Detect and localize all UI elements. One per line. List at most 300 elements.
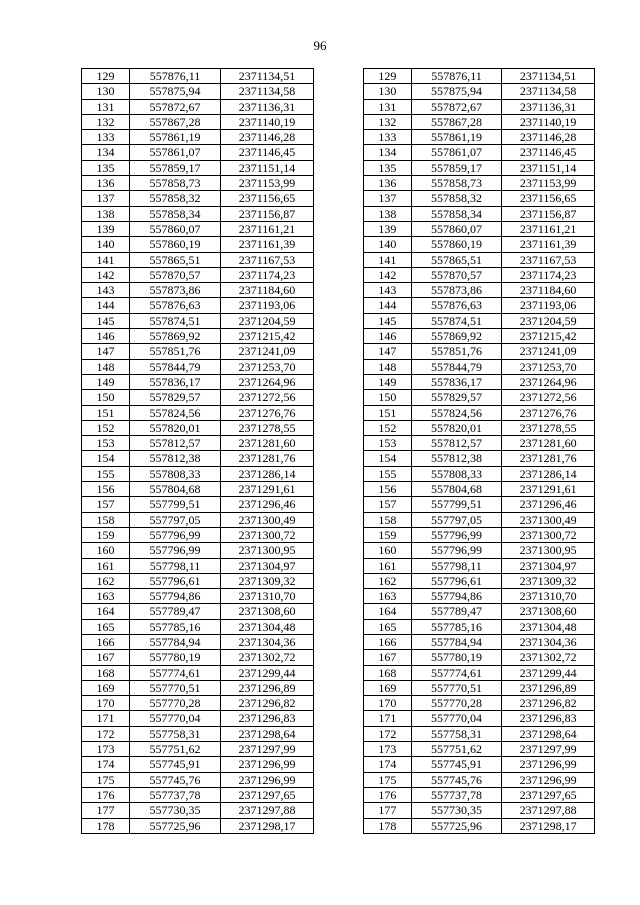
y-coordinate-cell: 2371304,36 <box>502 634 595 649</box>
y-coordinate-cell: 2371140,19 <box>221 114 314 129</box>
x-coordinate-cell: 557794,86 <box>130 589 221 604</box>
x-coordinate-cell: 557804,68 <box>130 482 221 497</box>
x-coordinate-cell: 557737,78 <box>130 787 221 802</box>
point-number-cell: 169 <box>82 680 130 695</box>
x-coordinate-cell: 557858,73 <box>411 176 502 191</box>
y-coordinate-cell: 2371156,65 <box>502 191 595 206</box>
table-row <box>364 696 595 711</box>
y-coordinate-cell: 2371297,99 <box>221 742 314 757</box>
point-number-cell: 146 <box>364 329 412 344</box>
y-coordinate-cell: 2371297,88 <box>221 803 314 818</box>
x-coordinate-cell: 557784,94 <box>130 634 221 649</box>
y-coordinate-cell: 2371140,19 <box>502 114 595 129</box>
table-row <box>82 634 314 649</box>
table-row <box>364 650 595 665</box>
x-coordinate-cell: 557820,01 <box>130 420 221 435</box>
x-coordinate-cell: 557770,04 <box>411 711 502 726</box>
y-coordinate-cell: 2371296,46 <box>502 497 595 512</box>
point-number-cell: 151 <box>364 405 412 420</box>
y-coordinate-cell: 2371296,83 <box>221 711 314 726</box>
table-row <box>82 757 314 772</box>
x-coordinate-cell: 557770,51 <box>411 680 502 695</box>
table-row <box>364 757 595 772</box>
table-row <box>364 298 595 313</box>
table-row <box>364 604 595 619</box>
table-row <box>364 145 595 160</box>
x-coordinate-cell: 557751,62 <box>411 742 502 757</box>
y-coordinate-cell: 2371286,14 <box>221 466 314 481</box>
point-number-cell: 176 <box>82 787 130 802</box>
x-coordinate-cell: 557725,96 <box>411 818 502 833</box>
table-row <box>364 558 595 573</box>
y-coordinate-cell: 2371215,42 <box>221 329 314 344</box>
x-coordinate-cell: 557745,76 <box>411 772 502 787</box>
y-coordinate-cell: 2371304,97 <box>502 558 595 573</box>
page-number: 96 <box>313 38 327 53</box>
x-coordinate-cell: 557829,57 <box>411 390 502 405</box>
table-row <box>82 145 314 160</box>
y-coordinate-cell: 2371297,88 <box>502 803 595 818</box>
point-number-cell: 137 <box>364 191 412 206</box>
table-row <box>82 344 314 359</box>
point-number-cell: 139 <box>82 221 130 236</box>
point-number-cell: 144 <box>82 298 130 313</box>
y-coordinate-cell: 2371193,06 <box>221 298 314 313</box>
table-row <box>364 803 595 818</box>
y-coordinate-cell: 2371134,58 <box>502 84 595 99</box>
point-number-cell: 147 <box>82 344 130 359</box>
x-coordinate-cell: 557859,17 <box>411 160 502 175</box>
x-coordinate-cell: 557876,63 <box>130 298 221 313</box>
table-row <box>364 512 595 527</box>
point-number-cell: 141 <box>82 252 130 267</box>
x-coordinate-cell: 557770,28 <box>130 696 221 711</box>
point-number-cell: 129 <box>364 69 412 84</box>
table-row <box>364 283 595 298</box>
x-coordinate-cell: 557784,94 <box>411 634 502 649</box>
table-row <box>82 191 314 206</box>
table-row <box>364 818 595 833</box>
y-coordinate-cell: 2371264,96 <box>221 374 314 389</box>
y-coordinate-cell: 2371146,45 <box>221 145 314 160</box>
y-coordinate-cell: 2371297,65 <box>221 787 314 802</box>
x-coordinate-cell: 557861,19 <box>411 130 502 145</box>
table-row <box>82 114 314 129</box>
x-coordinate-cell: 557796,99 <box>130 543 221 558</box>
y-coordinate-cell: 2371174,23 <box>221 267 314 282</box>
table-row <box>82 237 314 252</box>
point-number-cell: 178 <box>82 818 130 833</box>
x-coordinate-cell: 557870,57 <box>130 267 221 282</box>
coordinate-table-left <box>81 68 314 834</box>
point-number-cell: 157 <box>82 497 130 512</box>
point-number-cell: 138 <box>82 206 130 221</box>
x-coordinate-cell: 557867,28 <box>130 114 221 129</box>
point-number-cell: 134 <box>364 145 412 160</box>
table-row <box>364 726 595 741</box>
y-coordinate-cell: 2371297,65 <box>502 787 595 802</box>
y-coordinate-cell: 2371309,32 <box>502 573 595 588</box>
point-number-cell: 154 <box>364 451 412 466</box>
x-coordinate-cell: 557774,61 <box>130 665 221 680</box>
y-coordinate-cell: 2371300,49 <box>221 512 314 527</box>
coordinate-tables <box>81 68 595 836</box>
table-row <box>364 84 595 99</box>
x-coordinate-cell: 557796,99 <box>130 527 221 542</box>
y-coordinate-cell: 2371304,48 <box>502 619 595 634</box>
x-coordinate-cell: 557770,28 <box>411 696 502 711</box>
x-coordinate-cell: 557874,51 <box>411 313 502 328</box>
y-coordinate-cell: 2371296,99 <box>221 757 314 772</box>
y-coordinate-cell: 2371156,65 <box>221 191 314 206</box>
point-number-cell: 143 <box>82 283 130 298</box>
y-coordinate-cell: 2371241,09 <box>221 344 314 359</box>
table-row <box>364 711 595 726</box>
point-number-cell: 142 <box>364 267 412 282</box>
table-row <box>364 344 595 359</box>
x-coordinate-cell: 557836,17 <box>411 374 502 389</box>
table-row <box>82 420 314 435</box>
x-coordinate-cell: 557858,34 <box>130 206 221 221</box>
table-row <box>82 160 314 175</box>
x-coordinate-cell: 557824,56 <box>411 405 502 420</box>
y-coordinate-cell: 2371193,06 <box>502 298 595 313</box>
x-coordinate-cell: 557876,11 <box>130 69 221 84</box>
point-number-cell: 176 <box>364 787 412 802</box>
y-coordinate-cell: 2371298,64 <box>502 726 595 741</box>
point-number-cell: 157 <box>364 497 412 512</box>
y-coordinate-cell: 2371253,70 <box>502 359 595 374</box>
x-coordinate-cell: 557870,57 <box>411 267 502 282</box>
point-number-cell: 140 <box>364 237 412 252</box>
y-coordinate-cell: 2371215,42 <box>502 329 595 344</box>
y-coordinate-cell: 2371153,99 <box>502 176 595 191</box>
y-coordinate-cell: 2371299,44 <box>221 665 314 680</box>
table-row <box>82 772 314 787</box>
x-coordinate-cell: 557865,51 <box>130 252 221 267</box>
x-coordinate-cell: 557875,94 <box>130 84 221 99</box>
table-row <box>364 665 595 680</box>
point-number-cell: 144 <box>364 298 412 313</box>
point-number-cell: 148 <box>82 359 130 374</box>
point-number-cell: 158 <box>364 512 412 527</box>
y-coordinate-cell: 2371300,95 <box>502 543 595 558</box>
table-row <box>82 466 314 481</box>
table-row <box>364 390 595 405</box>
y-coordinate-cell: 2371296,83 <box>502 711 595 726</box>
y-coordinate-cell: 2371278,55 <box>502 420 595 435</box>
table-row <box>364 114 595 129</box>
table-row <box>364 69 595 84</box>
table-row <box>82 84 314 99</box>
table-row <box>364 680 595 695</box>
x-coordinate-cell: 557758,31 <box>411 726 502 741</box>
point-number-cell: 174 <box>364 757 412 772</box>
y-coordinate-cell: 2371146,45 <box>502 145 595 160</box>
point-number-cell: 151 <box>82 405 130 420</box>
x-coordinate-cell: 557872,67 <box>411 99 502 114</box>
x-coordinate-cell: 557737,78 <box>411 787 502 802</box>
x-coordinate-cell: 557745,91 <box>411 757 502 772</box>
point-number-cell: 141 <box>364 252 412 267</box>
y-coordinate-cell: 2371296,89 <box>502 680 595 695</box>
table-row <box>82 619 314 634</box>
x-coordinate-cell: 557804,68 <box>411 482 502 497</box>
y-coordinate-cell: 2371146,28 <box>502 130 595 145</box>
y-coordinate-cell: 2371298,17 <box>221 818 314 833</box>
x-coordinate-cell: 557770,51 <box>130 680 221 695</box>
y-coordinate-cell: 2371304,36 <box>221 634 314 649</box>
point-number-cell: 161 <box>82 558 130 573</box>
y-coordinate-cell: 2371296,82 <box>221 696 314 711</box>
point-number-cell: 159 <box>82 527 130 542</box>
point-number-cell: 152 <box>364 420 412 435</box>
point-number-cell: 159 <box>364 527 412 542</box>
y-coordinate-cell: 2371281,76 <box>502 451 595 466</box>
point-number-cell: 147 <box>364 344 412 359</box>
x-coordinate-cell: 557780,19 <box>411 650 502 665</box>
point-number-cell: 135 <box>82 160 130 175</box>
point-number-cell: 177 <box>82 803 130 818</box>
y-coordinate-cell: 2371296,99 <box>502 772 595 787</box>
x-coordinate-cell: 557789,47 <box>411 604 502 619</box>
y-coordinate-cell: 2371184,60 <box>502 283 595 298</box>
table-row <box>82 329 314 344</box>
point-number-cell: 170 <box>364 696 412 711</box>
point-number-cell: 161 <box>364 558 412 573</box>
x-coordinate-cell: 557812,38 <box>411 451 502 466</box>
point-number-cell: 178 <box>364 818 412 833</box>
table-row <box>364 191 595 206</box>
x-coordinate-cell: 557799,51 <box>130 497 221 512</box>
y-coordinate-cell: 2371296,99 <box>221 772 314 787</box>
table-row <box>364 420 595 435</box>
y-coordinate-cell: 2371310,70 <box>502 589 595 604</box>
y-coordinate-cell: 2371281,60 <box>502 436 595 451</box>
x-coordinate-cell: 557844,79 <box>130 359 221 374</box>
x-coordinate-cell: 557851,76 <box>130 344 221 359</box>
point-number-cell: 135 <box>364 160 412 175</box>
y-coordinate-cell: 2371136,31 <box>221 99 314 114</box>
table-row <box>82 252 314 267</box>
table-row <box>364 405 595 420</box>
x-coordinate-cell: 557858,73 <box>130 176 221 191</box>
x-coordinate-cell: 557797,05 <box>411 512 502 527</box>
table-row <box>82 221 314 236</box>
y-coordinate-cell: 2371296,89 <box>221 680 314 695</box>
point-number-cell: 139 <box>364 221 412 236</box>
y-coordinate-cell: 2371156,87 <box>221 206 314 221</box>
point-number-cell: 149 <box>82 374 130 389</box>
table-row <box>82 787 314 802</box>
y-coordinate-cell: 2371299,44 <box>502 665 595 680</box>
y-coordinate-cell: 2371308,60 <box>221 604 314 619</box>
x-coordinate-cell: 557758,31 <box>130 726 221 741</box>
y-coordinate-cell: 2371136,31 <box>502 99 595 114</box>
y-coordinate-cell: 2371286,14 <box>502 466 595 481</box>
table-row <box>364 543 595 558</box>
table-row <box>364 497 595 512</box>
point-number-cell: 150 <box>82 390 130 405</box>
x-coordinate-cell: 557798,11 <box>411 558 502 573</box>
x-coordinate-cell: 557860,07 <box>411 221 502 236</box>
table-row <box>364 451 595 466</box>
y-coordinate-cell: 2371253,70 <box>221 359 314 374</box>
x-coordinate-cell: 557751,62 <box>130 742 221 757</box>
y-coordinate-cell: 2371297,99 <box>502 742 595 757</box>
y-coordinate-cell: 2371302,72 <box>502 650 595 665</box>
y-coordinate-cell: 2371161,21 <box>221 221 314 236</box>
x-coordinate-cell: 557865,51 <box>411 252 502 267</box>
x-coordinate-cell: 557798,11 <box>130 558 221 573</box>
table-row <box>82 604 314 619</box>
x-coordinate-cell: 557829,57 <box>130 390 221 405</box>
table-row <box>82 69 314 84</box>
point-number-cell: 174 <box>82 757 130 772</box>
point-number-cell: 133 <box>364 130 412 145</box>
y-coordinate-cell: 2371300,72 <box>502 527 595 542</box>
x-coordinate-cell: 557725,96 <box>130 818 221 833</box>
point-number-cell: 145 <box>82 313 130 328</box>
point-number-cell: 164 <box>82 604 130 619</box>
table-row <box>364 787 595 802</box>
point-number-cell: 175 <box>364 772 412 787</box>
point-number-cell: 145 <box>364 313 412 328</box>
x-coordinate-cell: 557844,79 <box>411 359 502 374</box>
point-number-cell: 171 <box>82 711 130 726</box>
x-coordinate-cell: 557812,57 <box>130 436 221 451</box>
y-coordinate-cell: 2371156,87 <box>502 206 595 221</box>
table-row <box>82 803 314 818</box>
x-coordinate-cell: 557869,92 <box>130 329 221 344</box>
table-row <box>82 436 314 451</box>
point-number-cell: 162 <box>82 573 130 588</box>
x-coordinate-cell: 557820,01 <box>411 420 502 435</box>
point-number-cell: 149 <box>364 374 412 389</box>
x-coordinate-cell: 557796,99 <box>411 543 502 558</box>
x-coordinate-cell: 557796,99 <box>411 527 502 542</box>
table-row <box>82 589 314 604</box>
x-coordinate-cell: 557745,91 <box>130 757 221 772</box>
y-coordinate-cell: 2371278,55 <box>221 420 314 435</box>
point-number-cell: 136 <box>364 176 412 191</box>
point-number-cell: 132 <box>82 114 130 129</box>
table-row <box>82 482 314 497</box>
point-number-cell: 130 <box>364 84 412 99</box>
point-number-cell: 131 <box>82 99 130 114</box>
table-row <box>364 374 595 389</box>
y-coordinate-cell: 2371272,56 <box>221 390 314 405</box>
table-row <box>82 650 314 665</box>
point-number-cell: 167 <box>364 650 412 665</box>
table-row <box>82 711 314 726</box>
y-coordinate-cell: 2371304,48 <box>221 619 314 634</box>
x-coordinate-cell: 557861,07 <box>411 145 502 160</box>
table-row <box>82 206 314 221</box>
x-coordinate-cell: 557730,35 <box>411 803 502 818</box>
x-coordinate-cell: 557789,47 <box>130 604 221 619</box>
x-coordinate-cell: 557874,51 <box>130 313 221 328</box>
table-row <box>82 283 314 298</box>
y-coordinate-cell: 2371241,09 <box>502 344 595 359</box>
table-row <box>82 130 314 145</box>
y-coordinate-cell: 2371204,59 <box>221 313 314 328</box>
y-coordinate-cell: 2371134,51 <box>221 69 314 84</box>
table-row <box>364 99 595 114</box>
y-coordinate-cell: 2371304,97 <box>221 558 314 573</box>
point-number-cell: 156 <box>364 482 412 497</box>
table-row <box>364 206 595 221</box>
table-row <box>364 772 595 787</box>
point-number-cell: 155 <box>82 466 130 481</box>
x-coordinate-cell: 557796,61 <box>130 573 221 588</box>
x-coordinate-cell: 557745,76 <box>130 772 221 787</box>
y-coordinate-cell: 2371151,14 <box>221 160 314 175</box>
point-number-cell: 143 <box>364 283 412 298</box>
x-coordinate-cell: 557872,67 <box>130 99 221 114</box>
y-coordinate-cell: 2371281,76 <box>221 451 314 466</box>
y-coordinate-cell: 2371298,64 <box>221 726 314 741</box>
x-coordinate-cell: 557799,51 <box>411 497 502 512</box>
point-number-cell: 153 <box>82 436 130 451</box>
x-coordinate-cell: 557869,92 <box>411 329 502 344</box>
point-number-cell: 134 <box>82 145 130 160</box>
table-row <box>82 313 314 328</box>
table-row <box>364 221 595 236</box>
x-coordinate-cell: 557794,86 <box>411 589 502 604</box>
y-coordinate-cell: 2371204,59 <box>502 313 595 328</box>
table-row <box>364 267 595 282</box>
x-coordinate-cell: 557824,56 <box>130 405 221 420</box>
y-coordinate-cell: 2371291,61 <box>502 482 595 497</box>
point-number-cell: 133 <box>82 130 130 145</box>
point-number-cell: 155 <box>364 466 412 481</box>
y-coordinate-cell: 2371161,21 <box>502 221 595 236</box>
table-row <box>364 313 595 328</box>
x-coordinate-cell: 557836,17 <box>130 374 221 389</box>
point-number-cell: 136 <box>82 176 130 191</box>
point-number-cell: 140 <box>82 237 130 252</box>
point-number-cell: 138 <box>364 206 412 221</box>
table-row <box>82 512 314 527</box>
y-coordinate-cell: 2371296,46 <box>221 497 314 512</box>
x-coordinate-cell: 557812,38 <box>130 451 221 466</box>
point-number-cell: 129 <box>82 69 130 84</box>
table-row <box>364 482 595 497</box>
point-number-cell: 154 <box>82 451 130 466</box>
point-number-cell: 172 <box>364 726 412 741</box>
table-row <box>82 543 314 558</box>
y-coordinate-cell: 2371167,53 <box>221 252 314 267</box>
point-number-cell: 150 <box>364 390 412 405</box>
point-number-cell: 146 <box>82 329 130 344</box>
table-row <box>82 405 314 420</box>
point-number-cell: 164 <box>364 604 412 619</box>
x-coordinate-cell: 557858,34 <box>411 206 502 221</box>
point-number-cell: 130 <box>82 84 130 99</box>
table-row <box>364 619 595 634</box>
table-row <box>364 742 595 757</box>
y-coordinate-cell: 2371167,53 <box>502 252 595 267</box>
x-coordinate-cell: 557876,11 <box>411 69 502 84</box>
point-number-cell: 165 <box>82 619 130 634</box>
y-coordinate-cell: 2371184,60 <box>221 283 314 298</box>
point-number-cell: 131 <box>364 99 412 114</box>
x-coordinate-cell: 557785,16 <box>411 619 502 634</box>
point-number-cell: 167 <box>82 650 130 665</box>
point-number-cell: 166 <box>82 634 130 649</box>
y-coordinate-cell: 2371310,70 <box>221 589 314 604</box>
